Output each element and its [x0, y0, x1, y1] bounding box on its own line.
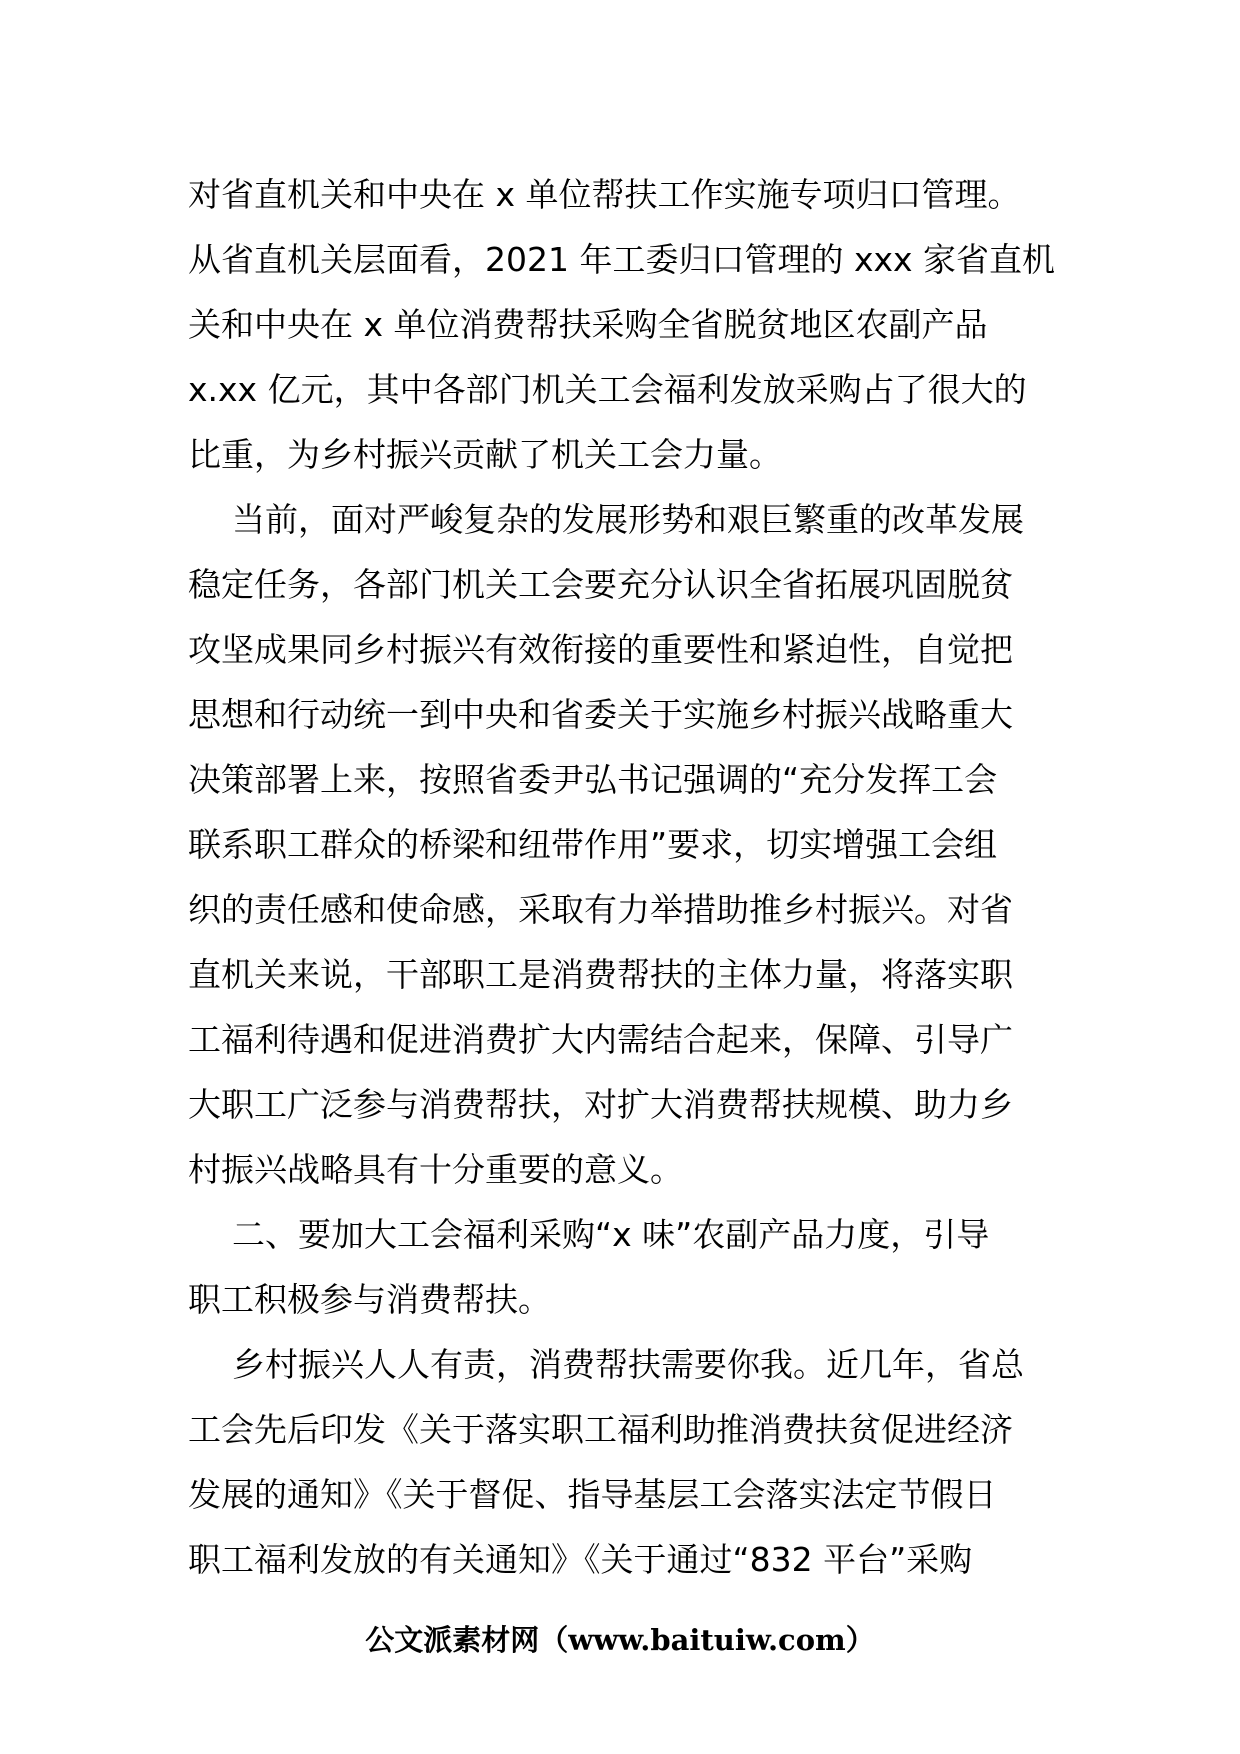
text-line: 大职工广泛参与消费帮扶，对扩大消费帮扶规模、助力乡: [188, 1085, 1013, 1124]
text-line: 发展的通知》《关于督促、指导基层工会落实法定节假日: [188, 1475, 997, 1514]
text-line: 直机关来说，干部职工是消费帮扶的主体力量，将落实职: [188, 955, 1013, 994]
text-line: 决策部署上来，按照省委尹弘书记强调的“充分发挥工会: [188, 760, 998, 799]
text-line: x.xx 亿元，其中各部门机关工会福利发放采购占了很大的: [188, 370, 1027, 409]
paragraph-first-line: 当前，面对严峻复杂的发展形势和艰巨繁重的改革发展: [232, 500, 1024, 539]
footer-watermark: 公文派素材网（www.baituiw.com）: [365, 1623, 875, 1657]
text-line: 比重，为乡村振兴贡献了机关工会力量。: [188, 435, 782, 474]
text-line: 关和中央在 x 单位消费帮扶采购全省脱贫地区农副产品: [188, 305, 988, 344]
section-heading-line: 职工积极参与消费帮扶。: [188, 1280, 551, 1319]
text-line: 从省直机关层面看，2021 年工委归口管理的 xxx 家省直机: [188, 240, 1056, 279]
text-line: 联系职工群众的桥梁和纽带作用”要求，切实增强工会组: [188, 825, 998, 864]
text-line: 工会先后印发《关于落实职工福利助推消费扶贫促进经济: [188, 1410, 1013, 1449]
section-heading-line: 二、要加大工会福利采购“x 味”农副产品力度，引导: [232, 1215, 990, 1254]
text-line: 工福利待遇和促进消费扩大内需结合起来，保障、引导广: [188, 1020, 1013, 1059]
paragraph-first-line: 乡村振兴人人有责，消费帮扶需要你我。近几年，省总: [232, 1345, 1024, 1384]
text-line: 职工福利发放的有关通知》《关于通过“832 平台”采购: [188, 1540, 973, 1579]
text-line: 村振兴战略具有十分重要的意义。: [188, 1150, 683, 1189]
text-line: 攻坚成果同乡村振兴有效衔接的重要性和紧迫性，自觉把: [188, 630, 1013, 669]
text-line: 稳定任务，各部门机关工会要充分认识全省拓展巩固脱贫: [188, 565, 1013, 604]
text-line: 织的责任感和使命感，采取有力举措助推乡村振兴。对省: [188, 890, 1013, 929]
text-line: 思想和行动统一到中央和省委关于实施乡村振兴战略重大: [188, 695, 1013, 734]
text-line: 对省直机关和中央在 x 单位帮扶工作实施专项归口管理。: [188, 175, 1021, 214]
document-body: [188, 162, 1068, 1592]
